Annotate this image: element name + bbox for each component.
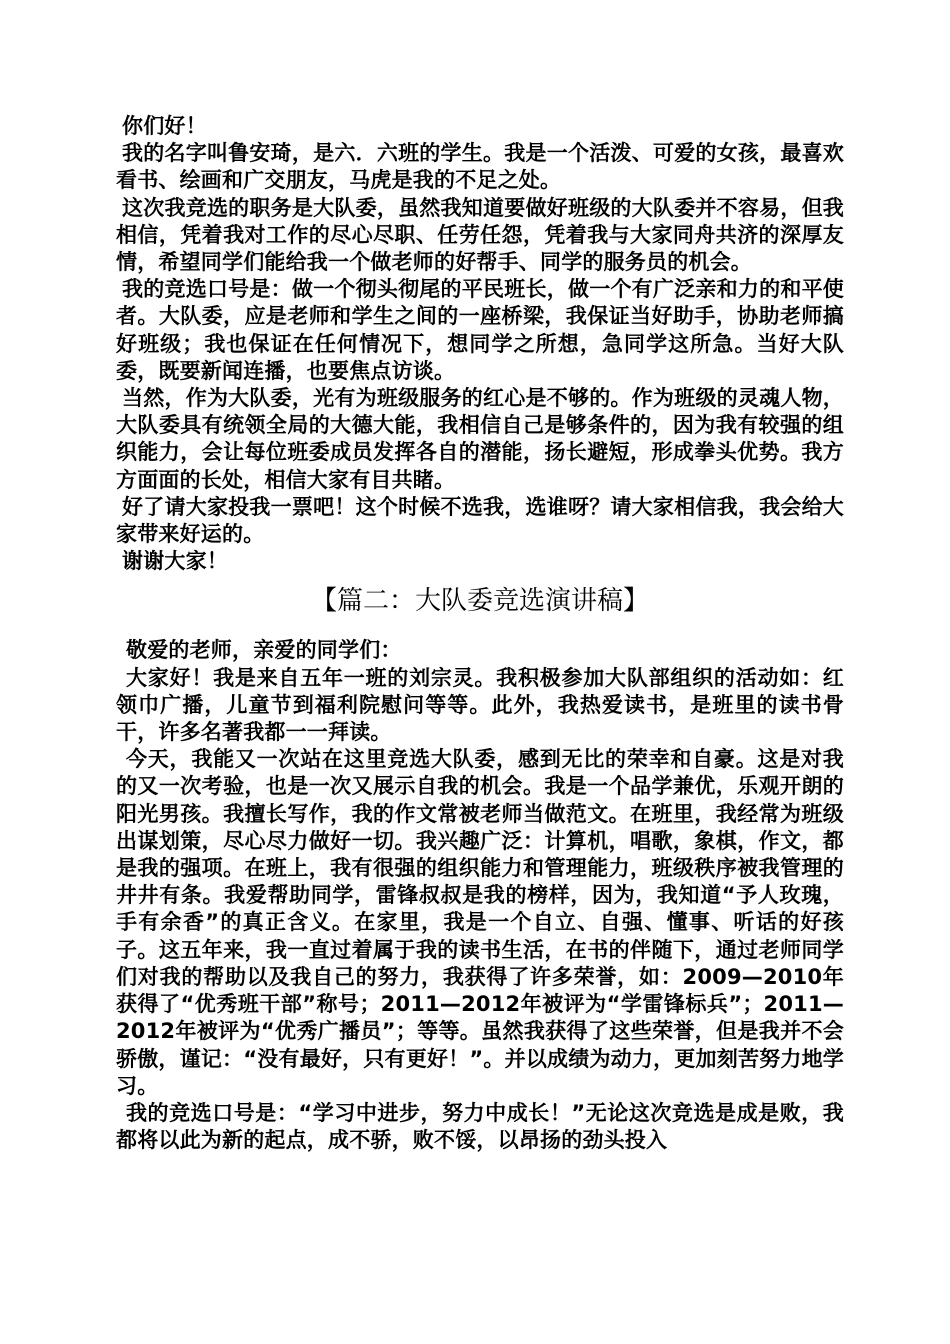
- document-page: [116, 113, 844, 1154]
- closing: 谢谢大家！: [122, 549, 228, 574]
- paragraph-slogan-2: 我的竞选口号是：“学习中进步，努力中成长！”无论这次竞选是成是败，我都将以此为新的起点，成不骄，败不馁，以昂扬的劲头投入: [116, 1100, 844, 1153]
- paragraph-slogan: 我的竞选口号是：做一个彻头彻尾的平民班长，做一个有广泛亲和力的和平使者。大队委，应是老师和学生之间的一座桥梁，我保证当好助手，协助老师搞好班级；我也保证在任何情况下，想同学之所想，急同学这所急。当好大队委，既要新闻连播，也要焦点访谈。: [116, 277, 844, 383]
- paragraph-intro: 我的名字叫鲁安琦，是六．六班的学生。我是一个活泼、可爱的女孩，最喜欢看书、绘画和广交朋友，马虎是我的不足之处。: [116, 141, 844, 193]
- paragraph-self-intro: 大家好！我是来自五年一班的刘宗灵。我积极参加大队部组织的活动如：红领巾广播，儿童节到福利院慰问等等。此外，我热爱读书，是班里的读书骨干，许多名著我都一一拜读。: [116, 665, 844, 745]
- paragraph-achievements: 今天，我能又一次站在这里竞选大队委，感到无比的荣幸和自豪。这是对我的又一次考验，也是一次又展示自我的机会。我是一个品学兼优，乐观开朗的阳光男孩。我擅长写作，我的作文常被老师当做范文。在班里，我经常为班级出谋划策，尽心尽力做好一切。我兴趣广泛：计算机，唱歌，象棋，作文，都是我的强项。在班上，我有很强的组织能力和管理能力，班级秩序被我管理的井井有条。我爱帮助同学，雷锋叔叔是我的榜样，因为，我知道“予人玫瑰，手有余香”的真正含义。在家里，我是一个自立、自强、懂事、听话的好孩子。这五年来，我一直过着属于我的读书生活，在书的伴随下，通过老师同学们对我的帮助以及我自己的努力，我获得了许多荣誉，如：2009—2010年获得了“优秀班干部”称号；2011—2012年被评为“学雷锋标兵”；2011—2012年被评为“优秀广播员”；等等。虽然我获得了这些荣誉，但是我并不会骄傲，谨记：“没有最好，只有更好！”。并以成绩为动力，更加刻苦努力地学习。: [116, 747, 844, 1098]
- paragraph-vote: 好了请大家投我一票吧！这个时候不选我，选谁呀？请大家相信我，我会给大家带来好运的。: [116, 494, 844, 547]
- spacer: [116, 629, 844, 637]
- paragraph-ability: 当然，作为大队委，光有为班级服务的红心是不够的。作为班级的灵魂人物，大队委具有统领全局的大德大能，我相信自己是够条件的，因为我有较强的组织能力，会让每位班委成员发挥各自的潜能，扬长避短，形成拳头优势。我方方面面的长处，相信大家有目共睹。: [116, 386, 844, 492]
- greeting: 你们好！: [122, 114, 207, 138]
- salutation: 敬爱的老师，亲爱的同学们：: [126, 638, 402, 663]
- paragraph-position: 这次我竞选的职务是大队委，虽然我知道要做好班级的大队委并不容易，但我相信，凭着我对工作的尽心尽职、任劳任怨，凭着我与大家同舟共济的深厚友情，希望同学们能给我一个做老师的好帮手、同学的服务员的机会。: [116, 195, 844, 275]
- section-title: 【篇二：大队委竞选演讲稿】: [310, 586, 649, 617]
